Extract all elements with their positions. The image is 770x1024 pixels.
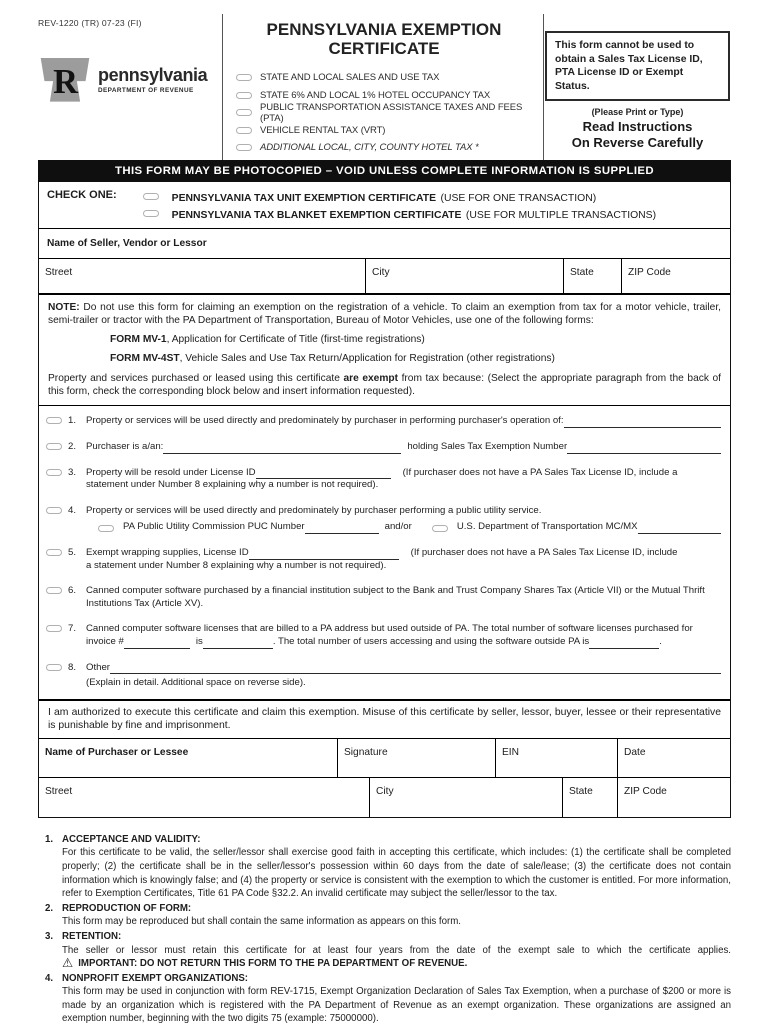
checkbox-oval[interactable] — [98, 525, 114, 532]
blank-other[interactable] — [110, 665, 721, 674]
blank-puc-number[interactable] — [305, 525, 379, 534]
seller-name-field[interactable] — [39, 229, 730, 259]
seller-state-field[interactable]: State — [563, 259, 621, 293]
checkbox-oval[interactable] — [46, 417, 62, 424]
blank-purchaser-type[interactable] — [163, 445, 401, 454]
note-section — [39, 295, 730, 406]
option-unit-certificate: PENNSYLVANIA TAX UNIT EXEMPTION CERTIFICATE (USE FOR ONE TRANSACTION) — [143, 188, 656, 205]
checkbox-oval[interactable] — [236, 144, 252, 151]
exemption-item-6: 6. Canned computer software purchased by a financial institution subject to the Bank and Trust Company Shares Tax (Article VII) or the Mutual Thrift Institutions Tax (Article XV). — [46, 585, 721, 610]
instruction-retention: 3. RETENTION: The seller or lessor must retain this certificate for at least four years from the date of the exempt sale to which the certificate applies. ⚠ IMPORTANT: DO NOT RETURN THIS FORM TO THE PA DEPARTMENT OF REVENUE. — [45, 930, 731, 971]
checkbox-oval[interactable] — [46, 469, 62, 476]
purchaser-city-field[interactable]: City — [369, 778, 562, 817]
form-title: PENNSYLVANIA EXEMPTION CERTIFICATE — [266, 20, 502, 58]
checkbox-oval[interactable] — [46, 587, 62, 594]
purchaser-street-field[interactable]: Street — [45, 785, 73, 797]
blank-exemption-number[interactable] — [567, 445, 721, 454]
date-field[interactable]: Date — [617, 739, 730, 777]
exemption-items-section — [39, 406, 730, 700]
blank-invoice-number[interactable] — [124, 640, 190, 649]
exemption-item-8: 8. Other (Explain in detail. Additional space on reverse side). — [46, 662, 721, 690]
form-number: REV-1220 (TR) 07-23 (FI) — [38, 18, 142, 28]
keystone-logo-icon — [38, 54, 92, 104]
instructions-section — [45, 833, 731, 1024]
blank-license-count[interactable] — [203, 640, 273, 649]
exemption-item-1: 1. Property or services will be used directly and predominately by purchaser in performing purchaser's operation of: — [46, 415, 721, 428]
logo-text — [98, 65, 207, 94]
checkbox-oval[interactable] — [236, 92, 252, 99]
check-one-options — [143, 188, 656, 222]
purchaser-zip-field[interactable]: ZIP Code — [617, 778, 730, 817]
seller-street-field[interactable]: Street — [45, 267, 73, 278]
tax-type-sales-use: STATE AND LOCAL SALES AND USE TAX — [236, 69, 535, 87]
tax-type-pta: PUBLIC TRANSPORTATION ASSISTANCE TAXES AND FEES (PTA) — [236, 104, 535, 122]
svg-text:R: R — [53, 63, 79, 102]
notice-box: This form cannot be used to obtain a Sales Tax License ID, PTA License ID or Exempt Status. — [545, 31, 730, 101]
checkbox-oval[interactable] — [143, 210, 159, 217]
pa-revenue-logo — [38, 54, 222, 104]
checkbox-oval[interactable] — [46, 664, 62, 671]
tax-type-additional-hotel: ADDITIONAL LOCAL, CITY, COUNTY HOTEL TAX * — [236, 139, 535, 157]
checkbox-oval[interactable] — [46, 549, 62, 556]
instruction-acceptance: 1. ACCEPTANCE AND VALIDITY: For this certificate to be valid, the seller/lessor shall exercise good faith in accepting this certificate, which includes: (1) the certificate shall be completed properly; (2) the certificate shall be in the seller/lessor's possession within 60 days from the date of sale/lease; (3) the certificate does not contain information which is knowingly false; and (4) the property or service is consistent with the exemption to which the customer is entitled. For more information, refer to Exemption Certificates, Title 61 PA Code §32.2. An invalid certificate may subject the seller/lessor to the tax. — [45, 833, 731, 900]
warning-triangle-icon: ⚠ — [62, 956, 74, 971]
ein-field[interactable]: EIN — [495, 739, 617, 777]
authorization-statement: I am authorized to execute this certificate and claim this exemption. Misuse of this certificate by seller, lessor, buyer, lessee or their representative is punishable by fine and imprisonment. — [39, 701, 730, 739]
note-paragraph: NOTE: Do not use this form for claiming an exemption on the registration of a vehicle. To claim an exemption from tax for a motor vehicle, trailer, semi-trailer or tractor with the PA Department of Transportation, Bureau of Motor Vehicles, use one of the following forms: — [48, 302, 721, 326]
checkbox-oval[interactable] — [46, 507, 62, 514]
option-blanket-certificate: PENNSYLVANIA TAX BLANKET EXEMPTION CERTIFICATE (USE FOR MULTIPLE TRANSACTIONS) — [143, 205, 656, 222]
blank-mcmx-number[interactable] — [638, 525, 721, 534]
seller-city-field[interactable]: City — [365, 259, 563, 293]
purchaser-state-field[interactable]: State — [562, 778, 617, 817]
print-or-type-note: (Please Print or Type) — [591, 107, 684, 117]
exemption-item-2: 2. Purchaser is a/an: holding Sales Tax Exemption Number — [46, 441, 721, 454]
blank-license-id[interactable] — [256, 470, 391, 479]
important-warning: ⚠ IMPORTANT: DO NOT RETURN THIS FORM TO THE PA DEPARTMENT OF REVENUE. — [62, 956, 468, 971]
exempt-paragraph: Property and services purchased or leased using this certificate are exempt from tax because: (Select the appropriate paragraph from the back of this form, check the corresponding block below and insert information requested). — [48, 372, 721, 397]
seller-address-row — [39, 259, 730, 295]
purchaser-row — [39, 739, 730, 778]
form-mv1-line: FORM MV-1, Application for Certificate of Title (first-time registrations) — [110, 333, 425, 345]
exemption-item-3: 3. Property will be resold under License ID (If purchaser does not have a PA Sales Tax License ID, include a statement under Number 8 explaining why a number is not required). — [46, 467, 721, 492]
checkbox-oval[interactable] — [236, 127, 252, 134]
exemption-item-7: 7. Canned computer software licenses that are billed to a PA address but used outside of PA. The total number of software licenses purchased for invoice # is . The total number of users accessing and using the software outside PA is . — [46, 623, 721, 648]
checkbox-oval[interactable] — [236, 109, 252, 116]
purchaser-name-field[interactable]: Name of Purchaser or Lessee — [45, 746, 189, 758]
checkbox-oval[interactable] — [143, 193, 159, 200]
read-instructions-note: Read Instructions On Reverse Carefully — [571, 119, 704, 150]
purchaser-address-row — [39, 778, 730, 817]
check-one-section — [39, 182, 730, 229]
blank-user-count[interactable] — [589, 640, 659, 649]
form-body — [38, 182, 731, 818]
exemption-item-5: 5. Exempt wrapping supplies, License ID (If purchaser does not have a PA Sales Tax License ID, include a statement under Number 8 explaining why a number is not required). — [46, 547, 721, 572]
signature-field[interactable]: Signature — [337, 739, 495, 777]
exemption-item-4: 4. Property or services will be used directly and predominately by purchaser performing a public utility service. PA Public Utility Commission PUC Number and/or U.S. Department of Transportation MC/MX — [46, 505, 721, 534]
header-middle-column — [222, 14, 544, 160]
tax-type-vrt: VEHICLE RENTAL TAX (VRT) — [236, 122, 535, 140]
checkbox-oval[interactable] — [46, 625, 62, 632]
blank-operation-of[interactable] — [564, 419, 722, 428]
photocopy-banner: THIS FORM MAY BE PHOTOCOPIED – VOID UNLESS COMPLETE INFORMATION IS SUPPLIED — [38, 160, 731, 182]
form-mv4st-line: FORM MV-4ST, Vehicle Sales and Use Tax Return/Application for Registration (other registrations) — [110, 352, 555, 364]
checkbox-oval[interactable] — [46, 443, 62, 450]
instruction-nonprofit: 4. NONPROFIT EXEMPT ORGANIZATIONS: This form may be used in conjunction with form REV-1715, Exempt Organization Declaration of Sales Tax Exemption, when a purchase of $200 or more is made by an organization which is registered with the PA Department of Revenue as an exempt organization. These organizations are assigned an exemption number, beginning with the two digits 75 (example: 75000000). — [45, 972, 731, 1024]
tax-type-hotel-occupancy: STATE 6% AND LOCAL 1% HOTEL OCCUPANCY TAX — [236, 87, 535, 105]
tax-type-list — [236, 69, 535, 157]
instruction-reproduction: 2. REPRODUCTION OF FORM: This form may be reproduced but shall contain the same information as appears on this form. — [45, 902, 461, 928]
header-left-column — [38, 14, 222, 160]
checkbox-oval[interactable] — [432, 525, 448, 532]
logo-subtitle: DEPARTMENT OF REVENUE — [98, 86, 194, 94]
logo-name: pennsylvania — [98, 64, 208, 85]
seller-zip-field[interactable]: ZIP Code — [621, 259, 730, 293]
check-one-label: CHECK ONE: — [47, 189, 117, 201]
seller-name-label: Name of Seller, Vendor or Lessor — [47, 238, 207, 249]
checkbox-oval[interactable] — [236, 74, 252, 81]
header-right-column — [544, 14, 731, 160]
form-header — [38, 14, 731, 160]
blank-wrapping-license-id[interactable] — [249, 551, 399, 560]
